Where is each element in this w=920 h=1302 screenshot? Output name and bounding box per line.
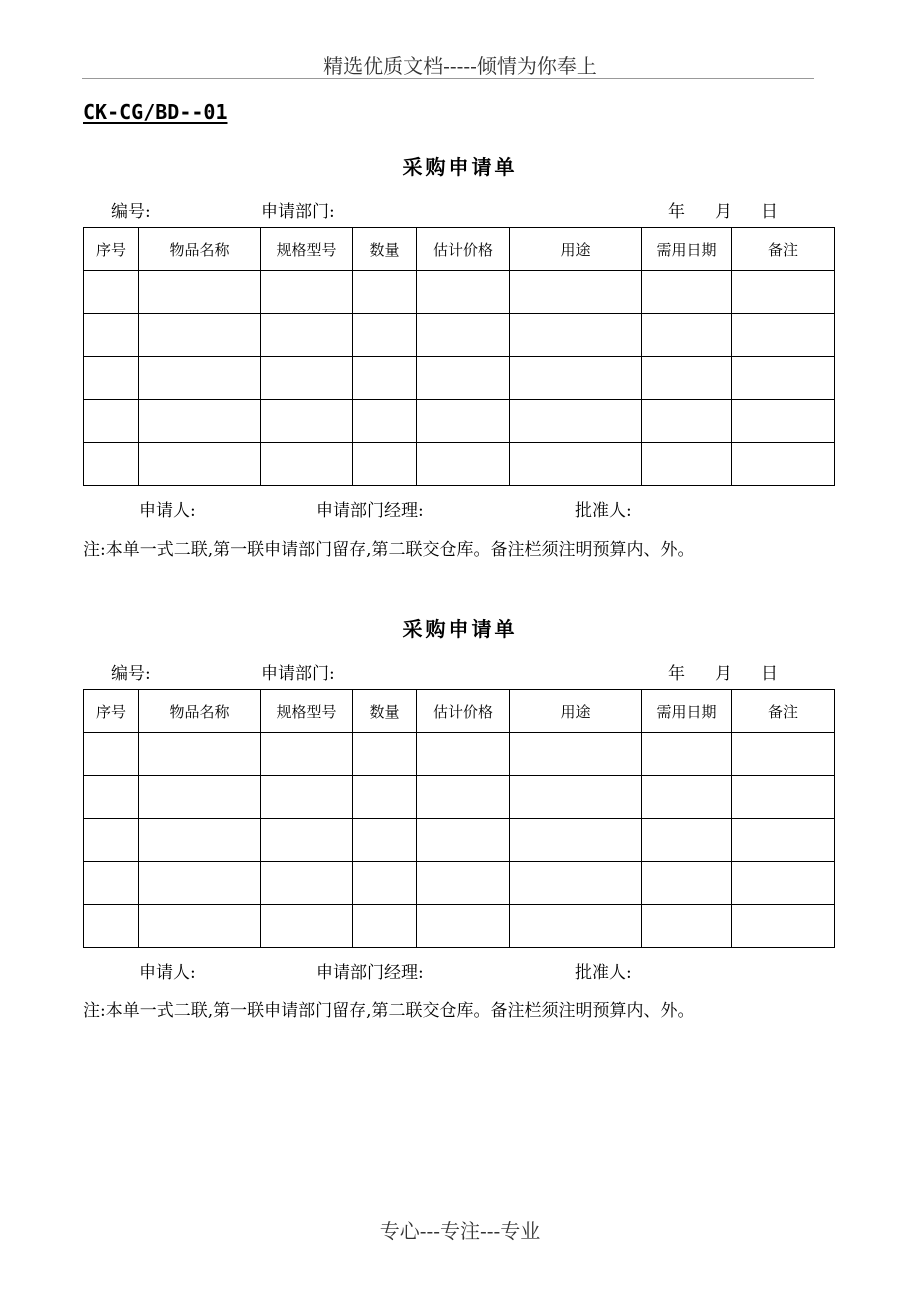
table-cell[interactable] (417, 733, 510, 776)
table-cell[interactable] (353, 905, 417, 948)
table-cell[interactable] (417, 400, 510, 443)
table-cell[interactable] (353, 733, 417, 776)
day-label: 日 (761, 664, 778, 684)
table-row (84, 819, 835, 862)
table-cell[interactable] (261, 776, 353, 819)
table-cell[interactable] (139, 776, 261, 819)
applicant-label: 申请人: (139, 963, 196, 983)
table-row (84, 443, 835, 486)
form-note: 注:本单一式二联,第一联申请部门留存,第二联交仓库。备注栏须注明预算内、外。 (83, 1001, 695, 1021)
table-cell[interactable] (642, 443, 732, 486)
dept-manager-label: 申请部门经理: (316, 501, 424, 521)
table-cell[interactable] (510, 400, 642, 443)
column-header: 备注 (732, 228, 835, 271)
table-cell[interactable] (510, 905, 642, 948)
column-header: 规格型号 (261, 690, 353, 733)
table-cell[interactable] (510, 357, 642, 400)
form-title: 采购申请单 (402, 617, 518, 641)
table-row (84, 357, 835, 400)
form-note: 注:本单一式二联,第一联申请部门留存,第二联交仓库。备注栏须注明预算内、外。 (83, 540, 695, 560)
table-row (84, 905, 835, 948)
approver-label: 批准人: (575, 501, 632, 521)
table-cell[interactable] (417, 443, 510, 486)
table-cell[interactable] (353, 271, 417, 314)
table-cell[interactable] (417, 314, 510, 357)
table-cell[interactable] (353, 314, 417, 357)
table-cell[interactable] (261, 905, 353, 948)
approver-label: 批准人: (575, 963, 632, 983)
applicant-label: 申请人: (139, 501, 196, 521)
table-cell[interactable] (139, 400, 261, 443)
column-header: 需用日期 (642, 690, 732, 733)
table-row (84, 400, 835, 443)
dept-label: 申请部门: (261, 664, 335, 684)
table-cell[interactable] (642, 905, 732, 948)
request-table (83, 689, 835, 948)
table-row (84, 776, 835, 819)
table-cell[interactable] (642, 314, 732, 357)
table-cell[interactable] (510, 776, 642, 819)
table-cell[interactable] (642, 776, 732, 819)
table-cell[interactable] (510, 862, 642, 905)
column-header: 物品名称 (139, 690, 261, 733)
number-label: 编号: (111, 202, 151, 222)
table-cell[interactable] (642, 862, 732, 905)
table-row (84, 733, 835, 776)
table-cell[interactable] (261, 271, 353, 314)
table-cell[interactable] (510, 271, 642, 314)
year-label: 年 (668, 664, 685, 684)
table-cell[interactable] (261, 819, 353, 862)
table-header-row (84, 690, 835, 733)
table-cell[interactable] (732, 357, 835, 400)
page-footer-text: 专心---专注---专业 (379, 1219, 541, 1243)
column-header: 数量 (353, 228, 417, 271)
table-cell[interactable] (732, 314, 835, 357)
table-cell[interactable] (139, 819, 261, 862)
table-cell[interactable] (510, 443, 642, 486)
table-cell[interactable] (353, 443, 417, 486)
column-header: 估计价格 (417, 228, 510, 271)
table-cell[interactable] (417, 357, 510, 400)
table-cell[interactable] (642, 271, 732, 314)
table-cell[interactable] (732, 271, 835, 314)
table-cell[interactable] (139, 443, 261, 486)
column-header: 用途 (510, 228, 642, 271)
table-cell[interactable] (84, 905, 139, 948)
table-cell[interactable] (84, 733, 139, 776)
table-cell[interactable] (510, 819, 642, 862)
table-cell[interactable] (642, 819, 732, 862)
table-cell[interactable] (84, 357, 139, 400)
table-cell[interactable] (353, 776, 417, 819)
table-cell[interactable] (84, 443, 139, 486)
dept-manager-label: 申请部门经理: (316, 963, 424, 983)
table-cell[interactable] (642, 357, 732, 400)
table-cell[interactable] (261, 357, 353, 400)
table-cell[interactable] (353, 357, 417, 400)
column-header: 用途 (510, 690, 642, 733)
form-title: 采购申请单 (402, 155, 518, 179)
table-cell[interactable] (732, 862, 835, 905)
table-cell[interactable] (732, 776, 835, 819)
table-cell[interactable] (139, 905, 261, 948)
column-header: 序号 (84, 228, 139, 271)
table-cell[interactable] (139, 733, 261, 776)
table-cell[interactable] (732, 819, 835, 862)
year-label: 年 (668, 202, 685, 222)
column-header: 备注 (732, 690, 835, 733)
column-header: 需用日期 (642, 228, 732, 271)
table-cell[interactable] (261, 733, 353, 776)
column-header: 物品名称 (139, 228, 261, 271)
table-cell[interactable] (417, 905, 510, 948)
table-cell[interactable] (261, 862, 353, 905)
table-cell[interactable] (353, 862, 417, 905)
table-row (84, 862, 835, 905)
table-cell[interactable] (84, 776, 139, 819)
table-cell[interactable] (732, 905, 835, 948)
dept-label: 申请部门: (261, 202, 335, 222)
table-cell[interactable] (417, 776, 510, 819)
table-cell[interactable] (642, 733, 732, 776)
column-header: 规格型号 (261, 228, 353, 271)
table-cell[interactable] (642, 400, 732, 443)
table-cell[interactable] (84, 819, 139, 862)
table-cell[interactable] (84, 314, 139, 357)
day-label: 日 (761, 202, 778, 222)
table-cell[interactable] (139, 862, 261, 905)
table-row (84, 271, 835, 314)
table-cell[interactable] (417, 819, 510, 862)
table-cell[interactable] (510, 314, 642, 357)
table-cell[interactable] (84, 862, 139, 905)
table-cell[interactable] (510, 733, 642, 776)
table-cell[interactable] (732, 400, 835, 443)
table-cell[interactable] (417, 271, 510, 314)
table-cell[interactable] (139, 314, 261, 357)
month-label: 月 (715, 664, 732, 684)
table-cell[interactable] (732, 443, 835, 486)
table-cell[interactable] (417, 862, 510, 905)
page-header-text: 精选优质文档-----倾情为你奉上 (323, 54, 597, 78)
column-header: 估计价格 (417, 690, 510, 733)
request-table (83, 227, 835, 486)
table-cell[interactable] (353, 400, 417, 443)
table-cell[interactable] (261, 400, 353, 443)
document-code: CK-CG/BD--01 (83, 100, 228, 124)
table-row (84, 314, 835, 357)
table-cell[interactable] (261, 314, 353, 357)
month-label: 月 (715, 202, 732, 222)
number-label: 编号: (111, 664, 151, 684)
header-divider (82, 78, 814, 79)
table-cell[interactable] (84, 400, 139, 443)
table-cell[interactable] (353, 819, 417, 862)
table-cell[interactable] (139, 271, 261, 314)
table-cell[interactable] (84, 271, 139, 314)
table-cell[interactable] (261, 443, 353, 486)
column-header: 序号 (84, 690, 139, 733)
table-cell[interactable] (139, 357, 261, 400)
table-header-row (84, 228, 835, 271)
table-cell[interactable] (732, 733, 835, 776)
column-header: 数量 (353, 690, 417, 733)
